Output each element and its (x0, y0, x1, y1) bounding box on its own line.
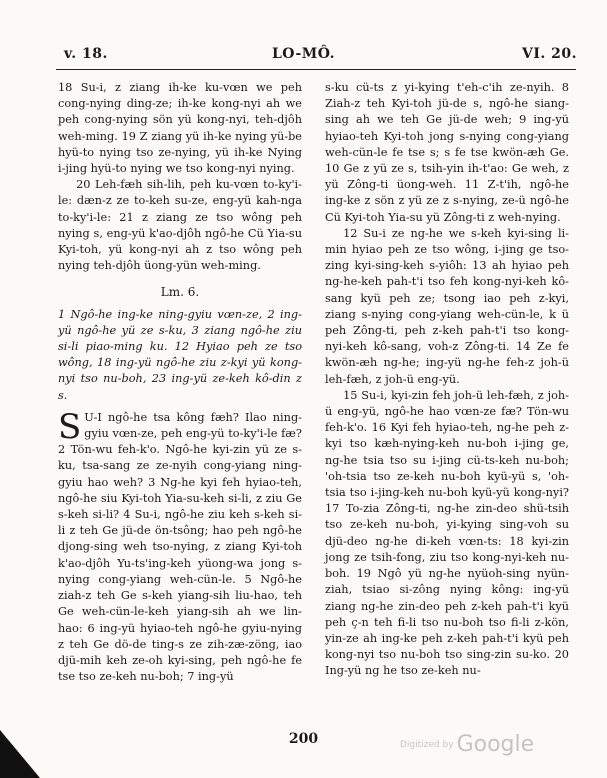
digitized-prefix: Digitized by (400, 740, 454, 750)
paragraph: 12 Su-i ze ng-he we s-keh kyi-sing li-min hyiao peh ze tso wông, i-jing ge tso-zing kyi-sing-keh s-yiôh: 13 ah hyiao peh ng-he-keh pah-t'i tso feh kong-nyi-keh kô-sang kyü peh ze; tsong iao peh z-kyi, ziang s-nying cong-yiang weh-cün-le, k ü peh Zông-ti, peh z-keh pah-t'i tso kong-nyi-keh kô-sang, voh-z Zông-ti. 14 Ze fe kwön-æh ng-he; ing-yü ng-he feh-z joh-ü leh-fæh, z joh-ü eng-yü. (325, 226, 569, 386)
paragraph: 15 Su-i, kyi-zin feh joh-ü leh-fæh, z joh-ü eng-yü, ngô-he hao vœn-ze fæ? Tön-wu feh-k'o. 16 Kyi feh hyiao-teh, ng-he peh z-kyi tso kæh-nying-keh nu-boh i-jing ge, ng-he tsia tso su i-jing cü-ts-keh nu-boh; 'oh-tsia tso ze-keh nu-boh kyü-yü s, 'oh-tsia tso i-jing-keh nu-boh kyü-yü kong-nyi? 17 To-zia Zông-ti, ng-he zin-deo shü-tsih tso ze-keh nu-boh, yi-kying sing-voh su djü-deo ng-he di-keh vœn-ts: 18 kyi-zin jong ze tsih-fong, ziu tso kong-nyi-keh nu-boh. 19 Ngô yü ng-he nyüoh-sing nyün-ziah, tsiao si-zông nying kông: ing-yü ziang ng-he zin-deo peh z-keh pah-t'i kyü peh ç-n teh fi-li tso nu-boh tso fi-li z-kön, yin-ze ah ing-ke peh z-keh pah-t'i kyü peh kong-nyi tso nu-boh tso sing-zin su-ko. 20 Ing-yü ng he tso ze-keh nu- (325, 388, 569, 678)
paragraph: s-ku cü-ts z yi-kying t'eh-c'ih ze-nyih. 8 Ziah-z teh Kyi-toh jü-de s, ngô-he siang-sing ah we teh Ge jü-de weh; 9 ing-yü hyiao-teh Kyi-toh jong s-nying cong-yiang weh-cün-le fe tse s; s fe tse kwön-æh Ge. 10 Ge z yü ze s, tsih-yin ih-t'ao: Ge weh, z yü Zông-ti üong-weh. 11 Z-t'ih, ngô-he ing-ke z sön z yü ze z s-nying, ze-ü ngô-he Cü Kyi-toh Yia-su yü Zông-ti z weh-nying. (325, 81, 569, 224)
chapter-verse-left: v. 18. (64, 46, 108, 62)
running-title: LO-MÔ. (271, 46, 336, 62)
page-corner-shadow (0, 730, 40, 778)
right-column (325, 80, 569, 680)
chapter-heading: Lm. 6. (160, 285, 200, 300)
left-column (58, 80, 302, 685)
google-logo: Google (456, 732, 535, 757)
paragraph-text: U-I ngô-he tsa kông fæh? Ilao ning-gyiu vœn-ze, peh eng-yü to-ky'i-le fæ? 2 Tön-wu feh-k'o. Ngô-he kyi-zin yü ze s-ku, tsa-sang ze ze-nyih cong-yiang ning-gyiu hao weh? 3 Ng-he kyi feh hyiao-teh, ngô-he siu Kyi-toh Yia-su-keh si-li, z ziu Ge s-keh si-li? 4 Su-i, ngô-he ziu keh s-keh si-li z teh Ge jü-de ön-tsông; hao peh ngô-he djong-sing weh tso-nying, z ziang Kyi-toh k'ao-djôh Yu-ts'ing-keh yüong-wa jong s-nying cong-yiang weh-cün-le. 5 Ngô-he ziah-z teh Ge s-keh yiang-sih liu-hao, teh Ge weh-cün-le-keh yiang-sih ah we lin-hao: 6 ing-yü hyiao-teh ngô-he gyiu-nying z teh Ge dö-de ting-s ze zih-zæ-zöng, iao djü-mih keh ze-oh kyi-sing, peh ngô-he fe tse tso ze-keh nu-boh; 7 ing-yü (58, 410, 302, 684)
drop-cap: S (58, 406, 82, 447)
chapter-summary: 1 Ngô-he ing-ke ning-gyiu vœn-ze, 2 ing-yü ngô-he yü ze s-ku, 3 ziang ngô-he ziu si-li piao-ming ku. 12 Hyiao peh ze tso wông, 18 ing-yü ngô-he ziu z-kyi yü kong-nyi tso nu-boh, 23 ing-yü ze-keh kô-din z s. (58, 307, 302, 402)
page-number: 200 (288, 731, 319, 747)
header-rule (56, 69, 576, 70)
paragraph: 18 Su-i, z ziang ih-ke ku-vœn we peh cong-nying ding-ze; ih-ke kong-nyi ah we peh cong-nying sön yü kong-nyi, teh-djôh weh-ming. 19 Z ziang yü ih-ke nying yü-be hyü-to nying tso ze-nying, yü ih-ke Nying i-jing hyü-to nying we tso kong-nyi nying. (58, 81, 302, 176)
paragraph (58, 406, 302, 685)
digitized-watermark (400, 732, 534, 757)
chapter-verse-right: VI. 20. (521, 46, 577, 62)
paragraph: 20 Leh-fæh sih-lih, peh ku-vœn to-ky'i-le: dæn-z ze to-keh su-ze, eng-yü kah-nga to-ky'i-le: 21 z ziang ze tso wông peh nying s, eng-yü k'ao-djôh ngô-he Cü Yia-su Kyi-toh, yü kong-nyi ah z tso wông peh nying teh-djôh üong-yün weh-ming. (58, 178, 302, 273)
